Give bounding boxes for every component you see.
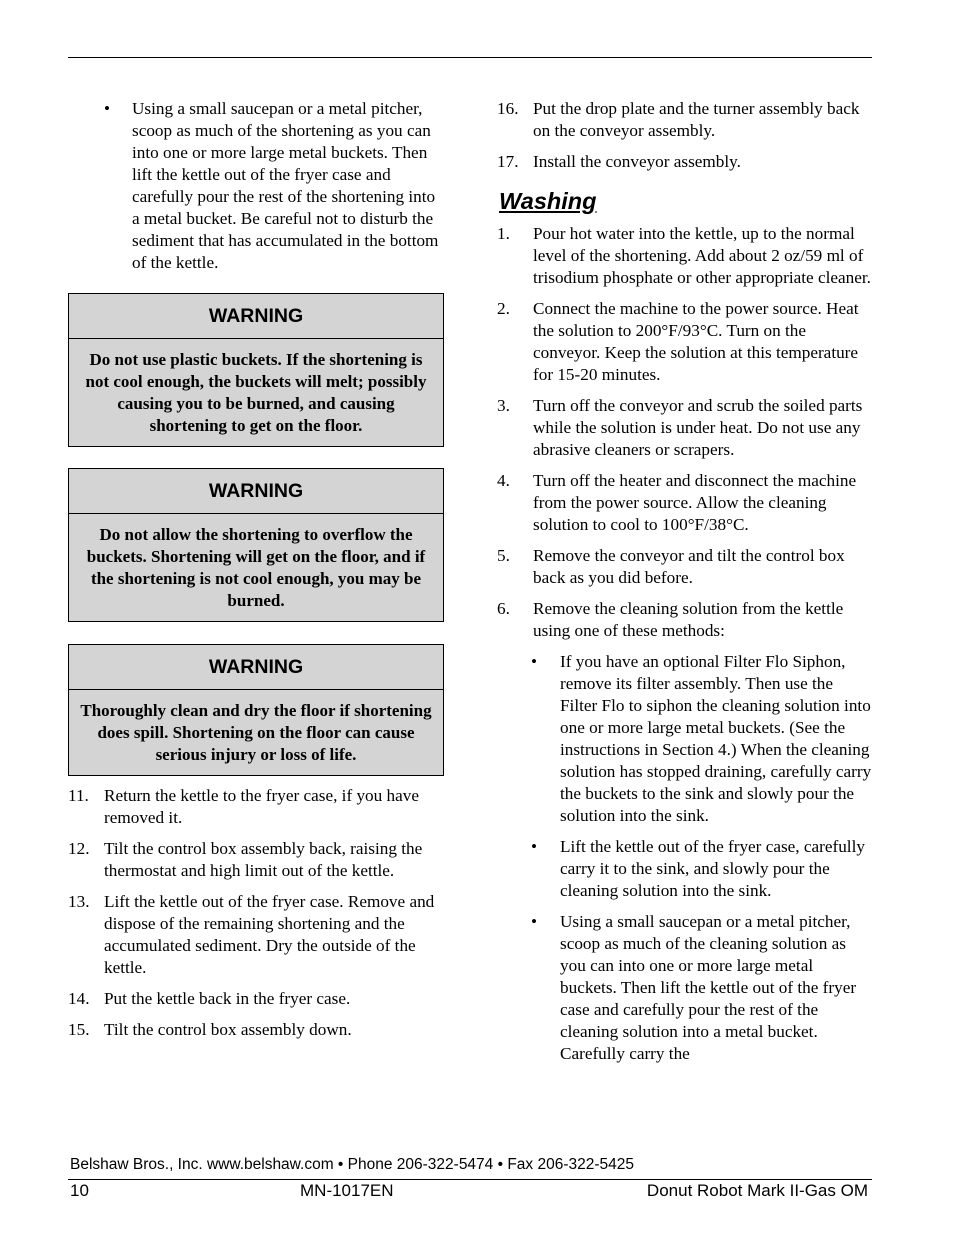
warning-text: Do not use plastic buckets. If the shortening is not cool enough, the buckets will melt; possibly causing you to be burned, and causing shortening to get on the floor. — [85, 350, 427, 435]
step-text: Return the kettle to the fryer case, if you have removed it. — [104, 786, 419, 827]
header-rule — [68, 57, 872, 58]
list-item — [497, 836, 873, 902]
step-text: Tilt the control box assembly back, raising the thermostat and high limit out of the kettle. — [104, 839, 423, 880]
step-number: 3. — [497, 396, 510, 415]
footer-contact: Belshaw Bros., Inc. www.belshaw.com • Phone 206-322-5474 • Fax 206-322-5425 — [70, 1156, 635, 1173]
bullet-icon: • — [531, 912, 538, 931]
bullet-icon: • — [531, 837, 538, 856]
list-item — [497, 223, 873, 289]
step-number: 4. — [497, 471, 510, 490]
step-number: 14. — [68, 989, 90, 1008]
left-column — [68, 98, 444, 1050]
list-item — [68, 838, 444, 882]
section-title: Washing — [499, 188, 597, 214]
right-column — [497, 98, 873, 1074]
step-text: Install the conveyor assembly. — [533, 152, 741, 171]
list-item — [68, 1019, 444, 1041]
list-item — [68, 98, 444, 274]
step-number: 13. — [68, 892, 90, 911]
step-text: Lift the kettle out of the fryer case. Remove and dispose of the remaining shortening and the accumulated sediment. Dry the outside of the kettle. — [104, 892, 435, 977]
warning-box — [68, 293, 444, 447]
list-item — [497, 911, 873, 1065]
list-item — [68, 988, 444, 1010]
bullet-text: Using a small saucepan or a metal pitcher, scoop as much of the shortening as you can into one or more large metal buckets. Then lift the kettle out of the fryer case and carefully pour the rest of the shortening into a metal bucket. Be careful not to disturb the sediment that has accumulated in the bottom of the kettle. — [132, 99, 439, 272]
warning-box — [68, 468, 444, 622]
step-text: Put the kettle back in the fryer case. — [104, 989, 351, 1008]
step-number: 16. — [497, 99, 519, 118]
bullet-text: If you have an optional Filter Flo Siphon, remove its filter assembly. Then use the Filter Flo to siphon the cleaning solution into one or more large metal buckets. (See the instructions in Section 4.) When the cleaning solution has stopped draining, carefully carry the buckets to the sink and slowly pour the solution into the sink. — [560, 652, 872, 825]
bullet-text: Using a small saucepan or a metal pitcher, scoop as much of the cleaning solution as you can into one or more large metal buckets. Then lift the kettle out of the fryer case and carefully pour the rest of the cleaning solution into a metal bucket. Carefully carry the — [560, 912, 857, 1063]
step-number: 17. — [497, 152, 519, 171]
document-number: MN-1017EN — [300, 1181, 394, 1200]
step-text: Remove the cleaning solution from the kettle using one of these methods: — [533, 599, 844, 640]
step-text: Put the drop plate and the turner assembly back on the conveyor assembly. — [533, 99, 860, 140]
list-item — [497, 545, 873, 589]
document-title: Donut Robot Mark II-Gas OM — [646, 1181, 868, 1200]
warning-heading: WARNING — [69, 645, 443, 690]
step-number: 5. — [497, 546, 510, 565]
step-text: Turn off the conveyor and scrub the soiled parts while the solution is under heat. Do not use any abrasive cleaners or scrapers. — [533, 396, 863, 459]
list-item — [497, 98, 873, 142]
warning-heading: WARNING — [69, 294, 443, 339]
list-item — [497, 651, 873, 827]
warning-heading: WARNING — [69, 469, 443, 514]
step-text: Tilt the control box assembly down. — [104, 1020, 352, 1039]
bullet-icon: • — [531, 652, 538, 671]
step-text: Remove the conveyor and tilt the control box back as you did before. — [533, 546, 845, 587]
step-number: 2. — [497, 299, 510, 318]
list-item — [497, 298, 873, 386]
page-number: 10 — [70, 1181, 89, 1200]
step-number: 11. — [68, 786, 89, 805]
list-item — [497, 395, 873, 461]
bullet-text: Lift the kettle out of the fryer case, carefully carry it to the sink, and slowly pour the cleaning solution into the sink. — [560, 837, 865, 900]
step-text: Turn off the heater and disconnect the machine from the power source. Allow the cleaning solution to cool to 100°F/38°C. — [533, 471, 857, 534]
warning-text: Thoroughly clean and dry the floor if shortening does spill. Shortening on the floor can cause serious injury or loss of life. — [80, 701, 432, 764]
bullet-icon: • — [104, 99, 111, 118]
list-item — [68, 785, 444, 829]
list-item — [497, 470, 873, 536]
step-text: Pour hot water into the kettle, up to the normal level of the shortening. Add about 2 oz/59 ml of trisodium phosphate or other appropriate cleaner. — [533, 224, 871, 287]
step-number: 15. — [68, 1020, 90, 1039]
list-item — [497, 598, 873, 642]
list-item — [68, 891, 444, 979]
warning-text: Do not allow the shortening to overflow the buckets. Shortening will get on the floor, and if the shortening is not cool enough, you may be burned. — [86, 525, 426, 610]
step-number: 12. — [68, 839, 90, 858]
footer — [70, 1180, 872, 1202]
list-item — [497, 151, 873, 173]
warning-box — [68, 644, 444, 776]
step-number: 6. — [497, 599, 510, 618]
step-number: 1. — [497, 224, 510, 243]
step-text: Connect the machine to the power source. Heat the solution to 200°F/93°C. Turn on the conveyor. Keep the solution at this temperature for 15-20 minutes. — [533, 299, 859, 384]
